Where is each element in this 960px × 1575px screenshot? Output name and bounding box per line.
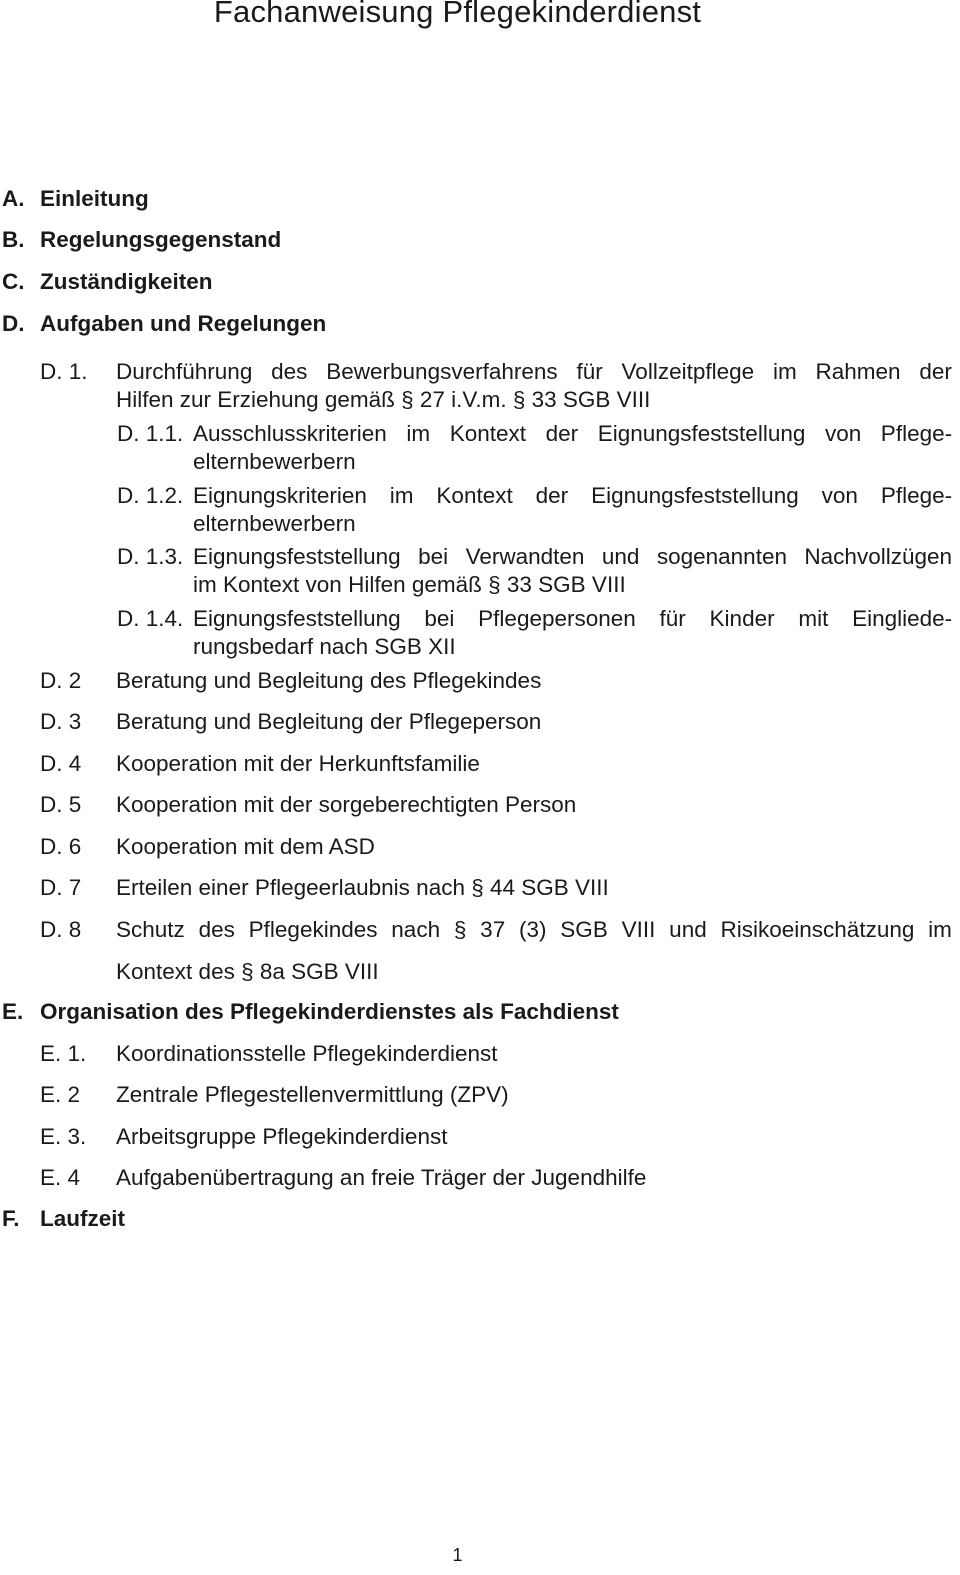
toc-label: Erteilen einer Pflegeerlaubnis nach § 44 SGB VIII — [116, 875, 609, 900]
toc-number: D. 3 — [40, 709, 82, 734]
toc-label-line2: rungsbedarf nach SGB XII — [193, 634, 456, 659]
toc-number: D. 4 — [40, 751, 82, 776]
toc-label: Koordinationsstelle Pflegekinderdienst — [116, 1041, 498, 1066]
toc-number: C. — [2, 269, 25, 294]
toc-label-line1: Eignungsfeststellung bei Pflegepersonen für Kinder mit Eingliede- — [193, 606, 953, 631]
toc-label-line1: Durchführung des Bewerbungsverfahrens für Vollzeitpflege im Rahmen der — [116, 359, 952, 384]
toc-label: Kooperation mit der sorgeberechtigten Person — [116, 792, 577, 817]
toc-label-line2: Kontext des § 8a SGB VIII — [116, 959, 379, 984]
toc-label: Kooperation mit der Herkunftsfamilie — [116, 751, 480, 776]
page-number: 1 — [452, 1545, 463, 1565]
toc-label: Arbeitsgruppe Pflegekinderdienst — [116, 1124, 448, 1149]
toc-number: E. 1. — [40, 1041, 87, 1066]
toc-number: D. 7 — [40, 875, 82, 900]
toc-number: E. — [2, 999, 24, 1024]
toc-number: D. 1.2. — [117, 483, 184, 508]
toc-label-line2: elternbewerbern — [193, 511, 356, 536]
toc-label: Aufgaben und Regelungen — [40, 311, 327, 336]
toc-label-line2: im Kontext von Hilfen gemäß § 33 SGB VIII — [193, 572, 626, 597]
toc-label: Aufgabenübertragung an freie Träger der Jugendhilfe — [116, 1165, 647, 1190]
toc-label: Beratung und Begleitung der Pflegeperson — [116, 709, 542, 734]
toc-label: Organisation des Pflegekinderdienstes als Fachdienst — [40, 999, 619, 1024]
toc-number: D. 6 — [40, 834, 82, 859]
toc-label: Einleitung — [40, 186, 149, 211]
toc-label: Beratung und Begleitung des Pflegekindes — [116, 668, 542, 693]
toc-label: Zentrale Pflegestellenvermittlung (ZPV) — [116, 1082, 509, 1107]
toc-number: D. 2 — [40, 668, 82, 693]
toc-label: Regelungsgegenstand — [40, 227, 282, 252]
page-title: Fachanweisung Pflegekinderdienst — [213, 0, 702, 29]
toc-label-line1: Eignungskriterien im Kontext der Eignungsfeststellung von Pflege- — [193, 483, 953, 508]
toc-number: E. 2 — [40, 1082, 81, 1107]
toc-number: D. 5 — [40, 792, 82, 817]
toc-number: D. 1. — [40, 359, 88, 384]
toc-label-line1: Eignungsfeststellung bei Verwandten und sogenannten Nachvollzügen — [193, 544, 953, 569]
toc-label: Kooperation mit dem ASD — [116, 834, 375, 859]
toc-number: D. 1.1. — [117, 421, 184, 446]
toc-label: Laufzeit — [40, 1206, 126, 1231]
toc-label-line2: Hilfen zur Erziehung gemäß § 27 i.V.m. § 33 SGB VIII — [116, 387, 651, 412]
toc-number: A. — [2, 186, 25, 211]
toc-number: D. 1.4. — [117, 606, 184, 631]
toc-label: Zuständigkeiten — [40, 269, 213, 294]
toc-label-line1: Schutz des Pflegekindes nach § 37 (3) SGB VIII und Risikoeinschätzung im — [116, 917, 952, 942]
toc-label-line2: elternbewerbern — [193, 449, 356, 474]
toc-number: D. — [2, 311, 25, 336]
toc-label-line1: Ausschlusskriterien im Kontext der Eignungsfeststellung von Pflege- — [193, 421, 953, 446]
toc-number: D. 1.3. — [117, 544, 184, 569]
toc-number: E. 3. — [40, 1124, 87, 1149]
toc-number: D. 8 — [40, 917, 82, 942]
toc-number: E. 4 — [40, 1165, 81, 1190]
toc-number: F. — [2, 1206, 20, 1231]
toc-number: B. — [2, 227, 25, 252]
